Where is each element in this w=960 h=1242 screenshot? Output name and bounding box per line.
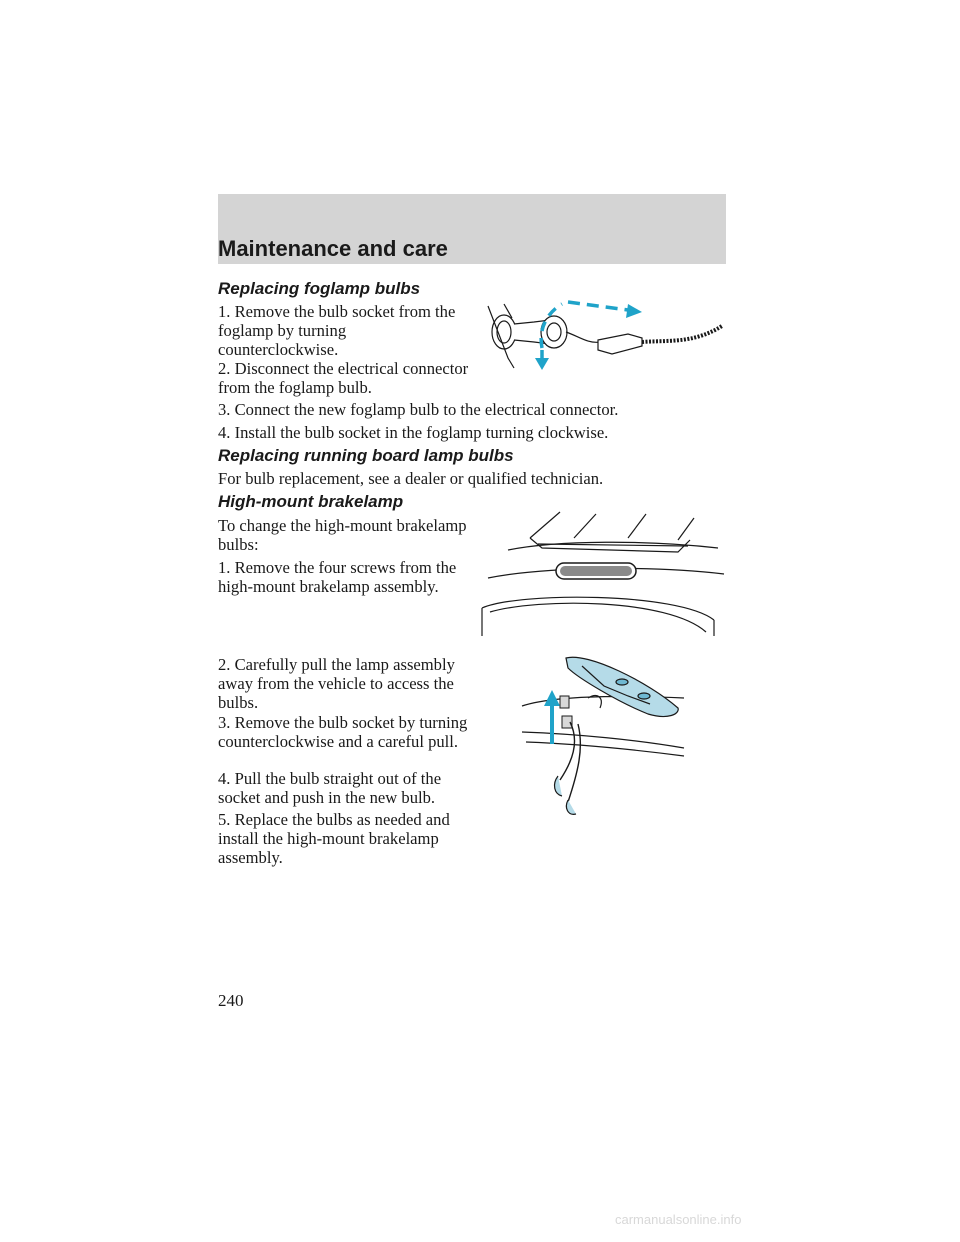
foglamp-step-1: 1. Remove the bulb socket from the foglamp by turning counterclockwise.	[218, 302, 456, 359]
foglamp-step-4: 4. Install the bulb socket in the foglamp turning clockwise.	[218, 423, 609, 442]
brakelamp-step-2: 2. Carefully pull the lamp assembly away from the vehicle to access the bulbs.	[218, 655, 455, 712]
brakelamp-step-3: 3. Remove the bulb socket by turning counterclockwise and a careful pull.	[218, 713, 468, 751]
brakelamp-intro: To change the high-mount brakelamp bulbs:	[218, 516, 467, 554]
watermark-logo: carmanualsonline.info	[615, 1212, 742, 1227]
heading-running-board: Replacing running board lamp bulbs	[218, 446, 514, 465]
brakelamp-step-5: 5. Replace the bulbs as needed and install the high-mount brakelamp assembly.	[218, 810, 450, 867]
heading-brakelamp: High-mount brakelamp	[218, 492, 404, 511]
running-board-text: For bulb replacement, see a dealer or qualified technician.	[218, 469, 604, 488]
foglamp-bulb-illustration	[478, 296, 728, 376]
brakelamp-step-4: 4. Pull the bulb straight out of the socket and push in the new bulb.	[218, 769, 442, 807]
heading-foglamp: Replacing foglamp bulbs	[218, 279, 421, 298]
brakelamp-step-1: 1. Remove the four screws from the high-mount brakelamp assembly.	[218, 558, 457, 596]
brakelamp-location-illustration	[478, 508, 728, 638]
brakelamp-removal-illustration	[518, 652, 686, 822]
foglamp-step-3: 3. Connect the new foglamp bulb to the electrical connector.	[218, 400, 619, 419]
page-number: 240	[218, 991, 244, 1010]
section-title: Maintenance and care	[218, 236, 448, 261]
foglamp-step-2: 2. Disconnect the electrical connector from the foglamp bulb.	[218, 359, 469, 397]
